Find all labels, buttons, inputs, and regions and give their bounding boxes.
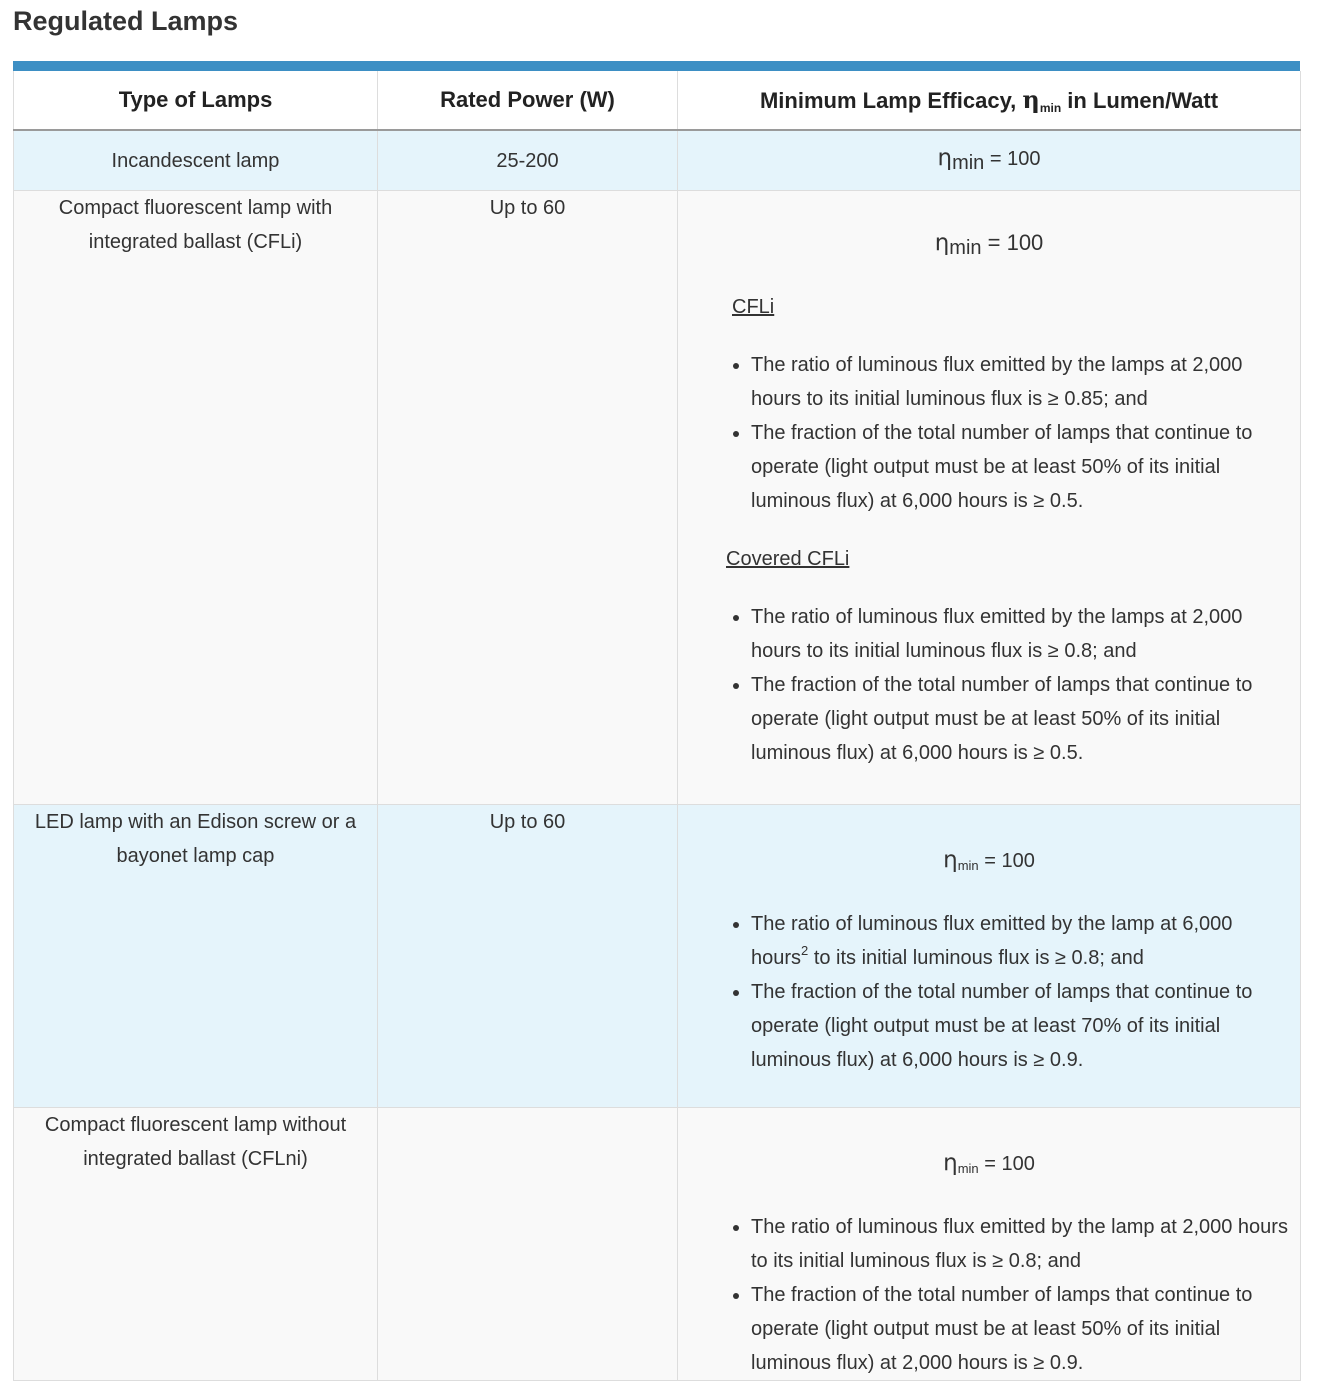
list-item bbox=[751, 907, 1292, 975]
cfli-subheading: CFLi bbox=[732, 296, 775, 318]
header-rated-power: Rated Power (W) bbox=[378, 71, 678, 130]
cell-lamp-type bbox=[14, 1108, 378, 1381]
cell-rated-power bbox=[378, 805, 678, 1108]
formula-value: = 100 bbox=[978, 850, 1035, 872]
list-item: • The fraction of the total number of lamps that continue to operate (light output must be at least 50% of its initial luminous flux) at 2,000 hours is ≥ 0.9. bbox=[751, 1278, 1292, 1380]
table-row bbox=[14, 805, 1301, 1108]
efficacy-formula bbox=[678, 1146, 1300, 1186]
cfli-criteria-list bbox=[678, 348, 1300, 518]
item-text: The ratio of luminous flux emitted by the lamp at 6,000 hours bbox=[751, 913, 1233, 969]
eta-subscript: min bbox=[957, 1161, 979, 1176]
efficacy-formula bbox=[678, 141, 1300, 180]
rated-power-text: 25-200 bbox=[496, 149, 559, 172]
lamp-type-text: LED lamp with an Edison screw or a bayonet lamp cap bbox=[34, 811, 357, 867]
list-item: • The fraction of the total number of lamps that continue to operate (light output must be at least 70% of its initial luminous flux) at 6,000 hours is ≥ 0.9. bbox=[751, 975, 1292, 1077]
list-item: • The fraction of the total number of lamps that continue to operate (light output must be at least 50% of its initial luminous flux) at 6,000 hours is ≥ 0.5. bbox=[751, 416, 1292, 518]
covered-cfli-criteria-list bbox=[678, 600, 1300, 770]
cflni-criteria-list bbox=[678, 1210, 1300, 1380]
cell-lamp-type bbox=[14, 191, 378, 805]
regulated-lamps-table bbox=[13, 71, 1301, 1381]
formula-value: = 100 bbox=[981, 230, 1044, 255]
formula-value: = 100 bbox=[984, 148, 1041, 170]
header-efficacy-suffix: in Lumen/Watt bbox=[1061, 88, 1219, 113]
lamp-type-text: Compact fluorescent lamp without integrated ballast (CFLni) bbox=[44, 1114, 347, 1170]
table-header-row bbox=[14, 71, 1301, 130]
cell-rated-power bbox=[378, 191, 678, 805]
list-item: • The fraction of the total number of lamps that continue to operate (light output must be at least 50% of its initial luminous flux) at 6,000 hours is ≥ 0.5. bbox=[751, 668, 1292, 770]
header-eta-subscript: min bbox=[1039, 101, 1062, 115]
table-accent-bar bbox=[13, 61, 1300, 71]
list-item: • The ratio of luminous flux emitted by the lamps at 2,000 hours to its initial luminous flux is ≥ 0.8; and bbox=[751, 600, 1292, 668]
eta-symbol: η bbox=[937, 145, 953, 171]
eta-symbol: η bbox=[934, 230, 950, 256]
header-type-of-lamps: Type of Lamps bbox=[14, 71, 378, 130]
formula-value: = 100 bbox=[978, 1153, 1035, 1175]
eta-subscript: min bbox=[952, 152, 985, 174]
item-text: to its initial luminous flux is ≥ 0.8; and bbox=[808, 947, 1144, 969]
eta-symbol: η bbox=[943, 1150, 958, 1176]
covered-cfli-subheading: Covered CFLi bbox=[726, 548, 850, 570]
cell-efficacy bbox=[678, 130, 1301, 191]
eta-subscript: min bbox=[949, 237, 982, 259]
rated-power-text: Up to 60 bbox=[489, 811, 566, 833]
footnote-marker: 2 bbox=[801, 943, 809, 958]
lamp-type-text: Incandescent lamp bbox=[111, 149, 280, 172]
eta-symbol: η bbox=[943, 847, 958, 873]
table-row bbox=[14, 191, 1301, 805]
efficacy-formula bbox=[678, 843, 1300, 883]
cell-rated-power bbox=[378, 1108, 678, 1381]
lamp-type-text: Compact fluorescent lamp with integrated ballast (CFLi) bbox=[58, 197, 333, 253]
eta-subscript: min bbox=[957, 858, 979, 873]
page-title: Regulated Lamps bbox=[13, 6, 239, 36]
list-item: • The ratio of luminous flux emitted by the lamps at 2,000 hours to its initial luminous flux is ≥ 0.85; and bbox=[751, 348, 1292, 416]
table-row bbox=[14, 1108, 1301, 1381]
table-row bbox=[14, 130, 1301, 191]
rated-power-text: Up to 60 bbox=[489, 197, 566, 219]
cell-rated-power bbox=[378, 130, 678, 191]
header-efficacy-prefix: Minimum Lamp Efficacy, bbox=[759, 88, 1023, 113]
list-item: • The ratio of luminous flux emitted by the lamp at 2,000 hours to its initial luminous flux is ≥ 0.8; and bbox=[751, 1210, 1292, 1278]
led-criteria-list bbox=[678, 907, 1300, 1077]
header-minimum-efficacy bbox=[678, 71, 1301, 130]
header-eta-symbol: η bbox=[1022, 85, 1040, 114]
cell-lamp-type bbox=[14, 130, 378, 191]
cell-efficacy bbox=[678, 805, 1301, 1108]
cell-lamp-type bbox=[14, 805, 378, 1108]
efficacy-formula bbox=[678, 226, 1300, 265]
cell-efficacy bbox=[678, 191, 1301, 805]
cell-efficacy bbox=[678, 1108, 1301, 1381]
